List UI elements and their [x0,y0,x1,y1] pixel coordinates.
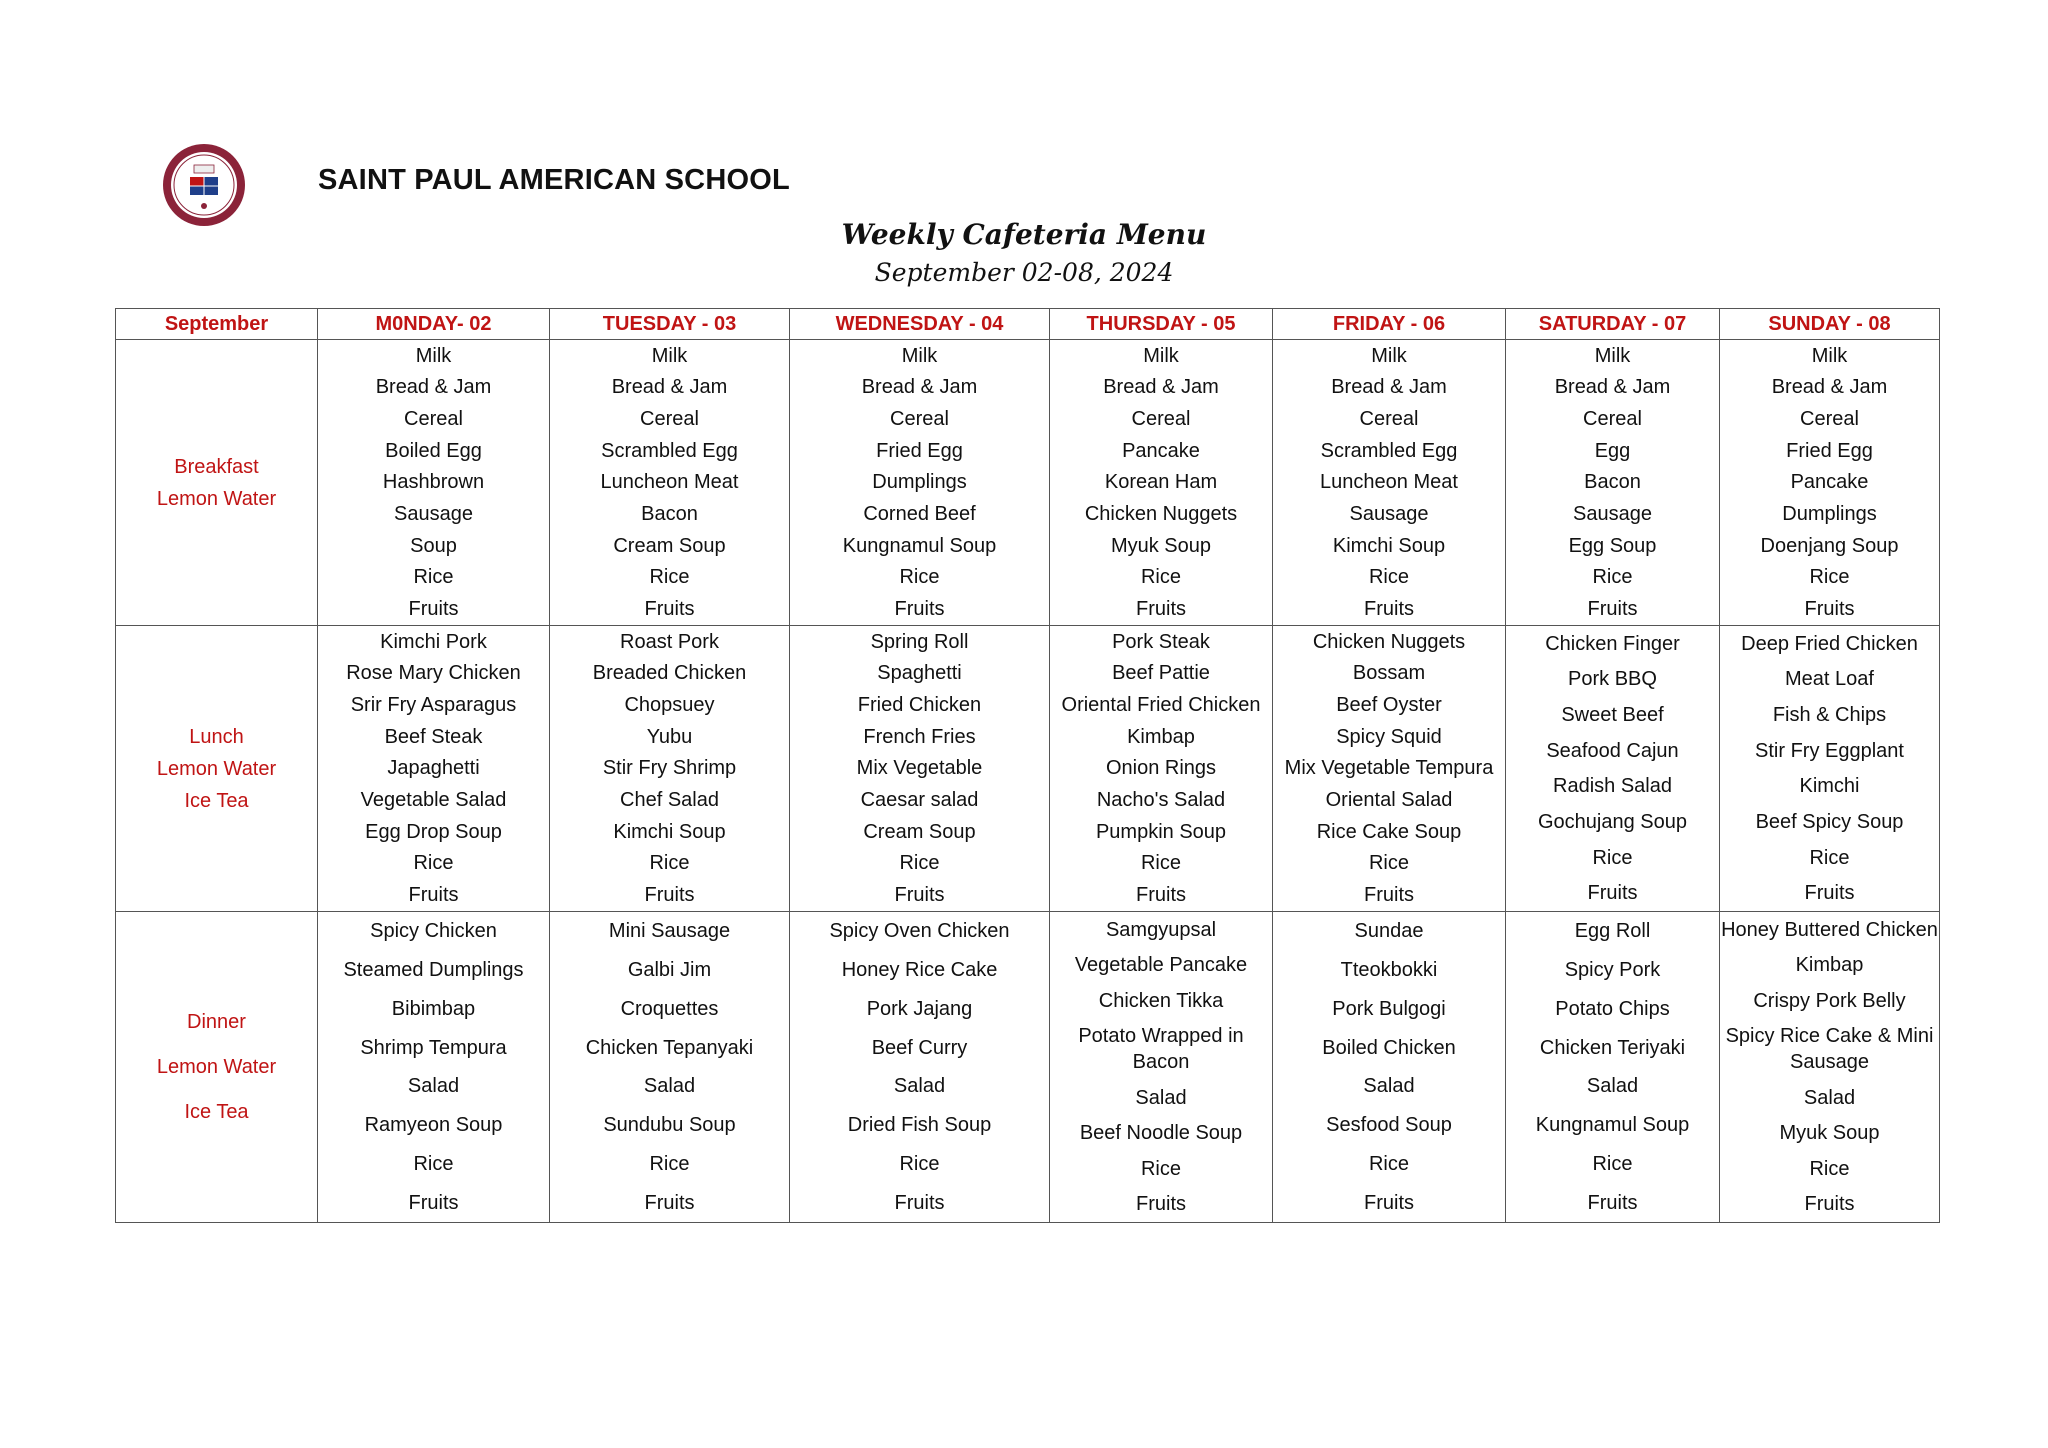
menu-item: Fried Chicken [857,694,982,717]
menu-item: Rice [1592,846,1633,869]
menu-item: Soup [410,534,457,557]
menu-cell [550,340,790,626]
menu-item: Egg Soup [1568,534,1657,557]
menu-cell [1720,340,1940,626]
menu-item-list [1720,626,1939,911]
menu-item: Bread & Jam [1103,376,1219,399]
menu-item: Fruits [1804,1193,1855,1216]
menu-item: Steamed Dumplings [343,959,524,982]
menu-item: Bread & Jam [1771,376,1888,399]
menu-item-list [550,340,789,625]
menu-item: Rice [649,1152,690,1175]
menu-item-list [550,912,789,1222]
menu-item: Fried Egg [1786,439,1873,462]
menu-table [115,308,1940,1223]
meal-label-cell [116,340,318,626]
menu-item: Pork Bulgogi [1332,997,1446,1020]
menu-item: Bacon [641,503,698,526]
menu-item: Chicken Tikka [1098,989,1224,1012]
menu-item-list [1506,626,1719,911]
menu-item: Kimchi [1799,775,1860,798]
menu-item: Hashbrown [382,471,485,494]
menu-item: Milk [1371,344,1407,367]
menu-item: Pork Steak [1112,630,1210,653]
menu-item: Cereal [640,408,699,431]
menu-item: Fruits [644,884,695,907]
menu-item: Luncheon Meat [600,471,739,494]
menu-item: Beef Pattie [1112,662,1210,685]
menu-item: Pancake [1790,471,1869,494]
menu-item: Breaded Chicken [592,662,747,685]
menu-item: Kimchi Soup [613,820,726,843]
school-name: SAINT PAUL AMERICAN SCHOOL [318,164,790,196]
meal-label: Lemon Water [156,487,277,510]
menu-item: Fried Egg [876,439,963,462]
menu-item: Oriental Fried Chicken [1061,694,1261,717]
header-day: TUESDAY - 03 [550,309,790,340]
menu-cell [1720,626,1940,912]
menu-cell [318,912,550,1223]
menu-cell [550,626,790,912]
menu-item: Salad [1803,1086,1856,1109]
menu-item: Radish Salad [1553,775,1672,798]
menu-item: Egg Drop Soup [365,820,502,843]
menu-item: Cereal [1359,408,1419,431]
header-day: SATURDAY - 07 [1506,309,1720,340]
menu-cell [1506,912,1720,1223]
menu-item: Salad [643,1075,696,1098]
menu-item: Roast Pork [620,630,719,653]
meal-label: Dinner [187,1010,246,1033]
menu-item: Kimbap [1795,954,1864,977]
menu-item: Fruits [1587,1191,1638,1214]
menu-item: Fruits [894,598,945,621]
menu-item: Salad [893,1075,946,1098]
menu-item-list [318,912,549,1222]
menu-item: Spicy Squid [1336,725,1442,748]
menu-item: Spicy Rice Cake & Mini Sausage [1725,1025,1934,1074]
menu-item: Mix Vegetable [856,757,983,780]
menu-dates: September 02-08, 2024 [874,258,1174,287]
menu-item: Potato Wrapped in Bacon [1078,1025,1244,1074]
menu-item-list [790,340,1049,625]
menu-item: Rice [1809,566,1850,589]
menu-item: Fruits [1364,1191,1414,1214]
menu-cell [550,912,790,1223]
menu-item: Caesar salad [860,789,979,812]
menu-title: Weekly Cafeteria Menu [841,218,1207,251]
menu-item: Rice Cake Soup [1316,820,1462,843]
menu-item: Chicken Tepanyaki [585,1036,754,1059]
meal-label: Ice Tea [184,789,249,812]
menu-item: Sausage [1349,503,1429,526]
menu-item: Scrambled Egg [601,439,738,462]
menu-item: Crispy Pork Belly [1753,989,1906,1012]
menu-item: Rice [413,852,454,875]
menu-item: Potato Chips [1555,997,1670,1020]
meal-row-lunch [116,626,1940,912]
menu-item: Fruits [1136,884,1186,907]
menu-item: Beef Steak [384,725,483,748]
menu-item: Kungnamul Soup [1535,1114,1690,1137]
meal-label-cell [116,626,318,912]
menu-cell [1050,626,1273,912]
menu-cell [790,340,1050,626]
menu-item: Bread & Jam [375,376,492,399]
menu-item: Bread & Jam [611,376,728,399]
menu-item: Bacon [1584,471,1641,494]
menu-item: Rice [899,852,940,875]
menu-item-list [790,626,1049,911]
menu-item: Bread & Jam [1331,376,1447,399]
menu-item: Srir Fry Asparagus [350,694,517,717]
header-day: SUNDAY - 08 [1720,309,1940,340]
menu-item: Fruits [644,1191,695,1214]
menu-item: Kimbap [1127,725,1195,748]
menu-item: Fruits [894,1191,945,1214]
menu-cell [790,912,1050,1223]
menu-item: Rice [1368,852,1409,875]
menu-item: Rice [1809,1157,1850,1180]
menu-item: Beef Oyster [1336,694,1442,717]
menu-item: Fruits [894,884,945,907]
menu-item: Cream Soup [613,534,726,557]
menu-item: Croquettes [620,997,719,1020]
menu-item: Chicken Nuggets [1084,503,1238,526]
menu-item-list [1720,912,1939,1222]
menu-item: Sausage [1573,503,1652,526]
menu-cell [1506,626,1720,912]
menu-item: Salad [1363,1075,1415,1098]
menu-item: French Fries [863,725,976,748]
menu-item: Bibimbap [391,997,476,1020]
menu-item: Spicy Oven Chicken [829,920,1010,943]
menu-item: Sausage [394,503,473,526]
menu-item: Boiled Egg [385,439,482,462]
menu-item: Salad [1586,1075,1639,1098]
menu-item: Rice [649,852,690,875]
menu-item: Dried Fish Soup [847,1114,992,1137]
menu-item: Chicken Nuggets [1312,630,1466,653]
menu-item: Rice [1140,852,1181,875]
menu-cell [1720,912,1940,1223]
menu-item: Gochujang Soup [1537,810,1687,833]
menu-item: Rice [649,566,690,589]
menu-item: Beef Noodle Soup [1079,1122,1243,1145]
menu-item: Meat Loaf [1785,668,1874,691]
menu-item: Ramyeon Soup [364,1114,503,1137]
menu-item: Fish & Chips [1772,704,1887,727]
menu-cell [1273,340,1506,626]
menu-item: Cereal [1131,408,1191,431]
menu-item: Vegetable Salad [360,789,507,812]
school-logo [162,143,246,227]
menu-item: Salad [407,1075,460,1098]
menu-item: Fruits [408,1191,459,1214]
menu-item: Cereal [404,408,463,431]
header-day: WEDNESDAY - 04 [790,309,1050,340]
menu-item: Fruits [1587,882,1638,905]
menu-item: Rice [1140,566,1181,589]
menu-item: Egg [1594,439,1631,462]
meal-row-breakfast [116,340,1940,626]
menu-item: Spicy Pork [1564,959,1661,982]
menu-item: Doenjang Soup [1760,534,1899,557]
menu-item: Corned Beef [863,503,976,526]
menu-item: Chopsuey [624,694,715,717]
menu-item: Galbi Jim [627,959,712,982]
menu-item: Sesfood Soup [1326,1114,1452,1137]
menu-item: Milk [1143,344,1179,367]
header-day: THURSDAY - 05 [1050,309,1273,340]
menu-cell [1050,340,1273,626]
menu-cell [318,340,550,626]
menu-item: Rice [413,1152,454,1175]
meal-label: Ice Tea [184,1100,249,1123]
menu-item: Rice [1809,846,1850,869]
menu-item: Rice [413,566,454,589]
menu-item: Stir Fry Eggplant [1755,739,1904,762]
menu-item: Milk [1594,344,1631,367]
menu-item-list [1506,912,1719,1222]
menu-item-list [1273,912,1505,1222]
menu-item: Myuk Soup [1779,1122,1880,1145]
menu-cell [790,626,1050,912]
menu-item: Scrambled Egg [1320,439,1458,462]
menu-item: Milk [415,344,452,367]
header-corner: September [116,309,318,340]
menu-item: Fruits [408,598,459,621]
menu-item: Kimchi Soup [1332,534,1446,557]
meal-row-dinner [116,912,1940,1223]
menu-cell [1506,340,1720,626]
menu-item: Rice [1368,566,1409,589]
menu-item: Rose Mary Chicken [346,662,521,685]
menu-item-list [1050,626,1272,911]
menu-item: Rice [1140,1157,1181,1180]
menu-cell [1273,626,1506,912]
menu-item: Korean Ham [1104,471,1218,494]
menu-item: Dumplings [872,471,967,494]
menu-item: Nacho's Salad [1096,789,1226,812]
menu-item-list [1050,340,1272,625]
menu-item: Seafood Cajun [1546,739,1679,762]
menu-item: Rice [1592,566,1633,589]
menu-item: Honey Buttered Chicken [1721,918,1938,941]
menu-item: Fruits [644,598,695,621]
menu-item: Luncheon Meat [1320,471,1458,494]
meal-label: Lemon Water [156,757,277,780]
menu-item: Fruits [1364,884,1414,907]
meal-label: Lunch [189,725,244,748]
menu-item: Oriental Salad [1325,789,1453,812]
menu-item: Chicken Teriyaki [1539,1036,1686,1059]
menu-item: Onion Rings [1105,757,1217,780]
menu-item: Stir Fry Shrimp [602,757,737,780]
menu-item: Fruits [1136,1193,1186,1216]
menu-item: Dumplings [1782,503,1877,526]
menu-item-list [1273,626,1505,911]
menu-item: Beef Spicy Soup [1755,810,1904,833]
menu-item: Sweet Beef [1561,704,1664,727]
menu-item-list [550,626,789,911]
menu-cell [1273,912,1506,1223]
menu-item: Fruits [1136,598,1186,621]
menu-item: Bread & Jam [1554,376,1671,399]
menu-item: Fruits [1804,598,1855,621]
menu-item: Cereal [890,408,949,431]
menu-item-list [1050,912,1272,1222]
menu-item: Pumpkin Soup [1095,820,1227,843]
menu-item-list [318,340,549,625]
menu-item: Kimchi Pork [380,630,487,653]
menu-item: Kungnamul Soup [842,534,997,557]
menu-cell [1050,912,1273,1223]
header-day: M0NDAY- 02 [318,309,550,340]
menu-item: Egg Roll [1574,920,1651,943]
menu-item-list [1273,340,1505,625]
header-row [116,309,1940,340]
menu-item: Milk [1811,344,1848,367]
menu-item: Bossam [1352,662,1426,685]
menu-item: Rice [1592,1152,1633,1175]
menu-item: Deep Fried Chicken [1741,632,1918,655]
meal-label: Breakfast [174,455,259,478]
menu-item: Cereal [1800,408,1859,431]
menu-item: Chicken Finger [1545,632,1680,655]
menu-item-list [318,626,549,911]
menu-item: Tteokbokki [1340,959,1438,982]
menu-item: Spaghetti [877,662,962,685]
menu-item: Vegetable Pancake [1074,954,1248,977]
menu-item: Spring Roll [870,630,969,653]
menu-item-list [1720,340,1939,625]
menu-item: Fruits [1804,882,1855,905]
menu-item-list [1506,340,1719,625]
menu-item: Fruits [408,884,459,907]
meal-label-cell [116,912,318,1223]
menu-item: Honey Rice Cake [841,959,998,982]
menu-item: Salad [1135,1086,1187,1109]
menu-item: Rice [899,566,940,589]
menu-item: Boiled Chicken [1322,1036,1456,1059]
menu-item: Rice [1368,1152,1409,1175]
menu-item: Samgyupsal [1105,918,1217,941]
menu-item: Chef Salad [620,789,719,812]
header-day: FRIDAY - 06 [1273,309,1506,340]
menu-item: Bread & Jam [861,376,978,399]
menu-item: Milk [901,344,938,367]
meal-label: Lemon Water [156,1055,277,1078]
menu-item: Cereal [1583,408,1642,431]
menu-item: Shrimp Tempura [360,1036,507,1059]
menu-item-list [790,912,1049,1222]
menu-item: Beef Curry [871,1036,968,1059]
menu-item: Rice [899,1152,940,1175]
menu-item: Spicy Chicken [370,920,497,943]
menu-item: Milk [651,344,688,367]
menu-item: Myuk Soup [1110,534,1212,557]
menu-item: Sundubu Soup [603,1114,736,1137]
menu-item: Pork Jajang [866,997,973,1020]
menu-item: Fruits [1587,598,1638,621]
menu-item: Pork BBQ [1568,668,1657,691]
menu-cell [318,626,550,912]
menu-item: Yubu [646,725,693,748]
menu-item: Fruits [1364,598,1414,621]
menu-item: Mix Vegetable Tempura [1284,757,1494,780]
menu-item: Sundae [1354,920,1424,943]
menu-item: Japaghetti [387,757,480,780]
menu-item: Mini Sausage [608,920,731,943]
menu-item: Pancake [1122,439,1200,462]
menu-item: Cream Soup [863,820,976,843]
